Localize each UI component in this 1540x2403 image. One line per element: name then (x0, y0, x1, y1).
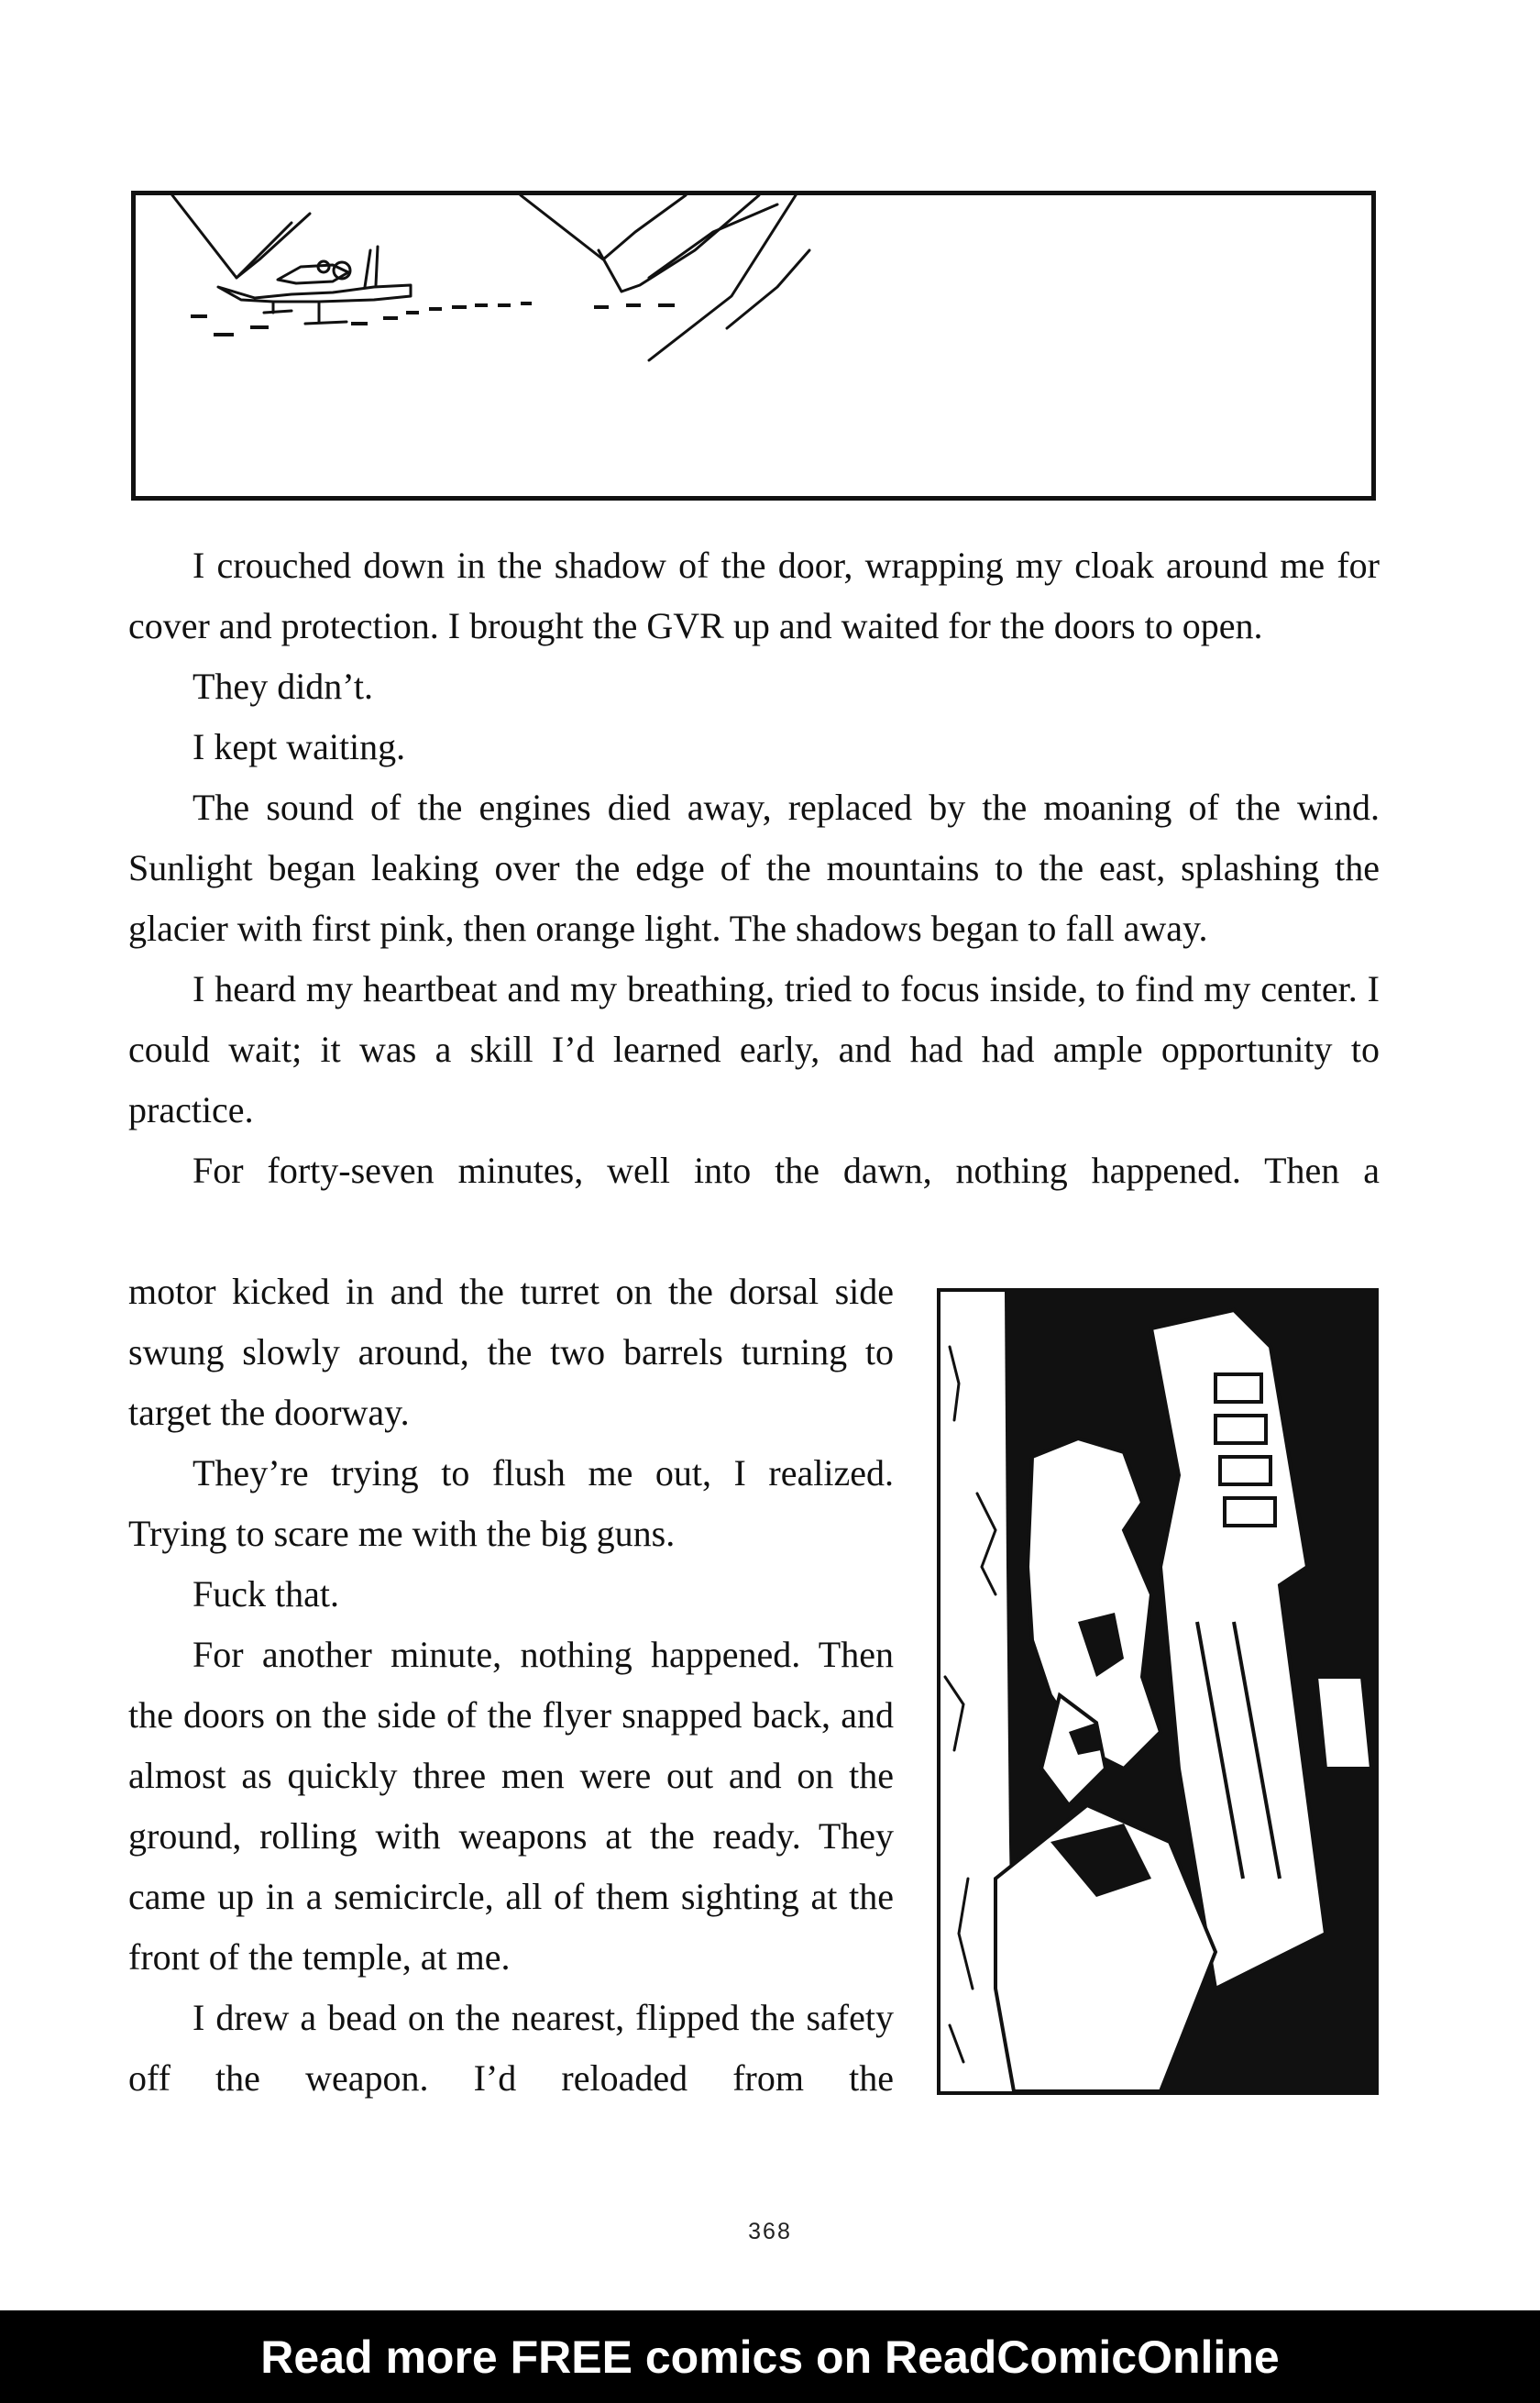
figure-with-weapon-drawing (940, 1292, 1375, 2091)
paragraph: motor kicked in and the turret on the dorsal side swung slowly around, the two barrels turning to target the doorway. (128, 1271, 894, 1433)
glacier-debris (191, 302, 675, 336)
page-number: 368 (748, 2219, 792, 2244)
flyer-mountains-drawing (136, 195, 1371, 496)
illustration-flyer-panel (131, 191, 1376, 501)
paragraph: For another minute, nothing happened. Then the doors on the side of the flyer snapped back, and almost as quickly three men were out and on the ground, rolling with weapons at the ready. They came up in a semicircle, all of them sighting at the front of the temple, at me. (128, 1634, 894, 1978)
paragraph: Fuck that. (192, 1573, 339, 1615)
paragraph: I crouched down in the shadow of the door, wrapping my cloak around me for cover and protection. I brought the GVR up and waited for the doors to open. (128, 545, 1380, 646)
promo-banner[interactable] (0, 2310, 1540, 2403)
paragraph: For forty-seven minutes, well into the dawn, nothing happened. Then a (192, 1150, 1380, 1191)
body-text-full-width (128, 535, 1380, 1201)
paragraph: I heard my heartbeat and my breathing, tried to focus inside, to find my center. I could wait; it was a skill I’d learned early, and had had ample opportunity to practice. (128, 968, 1380, 1130)
paragraph: They’re trying to flush me out, I realized. Trying to scare me with the big guns. (128, 1452, 894, 1554)
body-text-narrow (128, 1262, 894, 2109)
paragraph: I drew a bead on the nearest, flipped the safety off the weapon. I’d reloaded from the (128, 1997, 894, 2099)
paragraph: I kept waiting. (192, 726, 406, 767)
paragraph: They didn’t. (192, 666, 374, 707)
paragraph: The sound of the engines died away, replaced by the moaning of the wind. Sunlight began leaking over the edge of the mountains to the east, splashing the glacier with first pink, then orange light. The shadows began to fall away. (128, 787, 1380, 949)
promo-banner-text[interactable]: Read more FREE comics on ReadComicOnline (260, 2331, 1280, 2383)
illustration-figure-panel (937, 1288, 1379, 2095)
